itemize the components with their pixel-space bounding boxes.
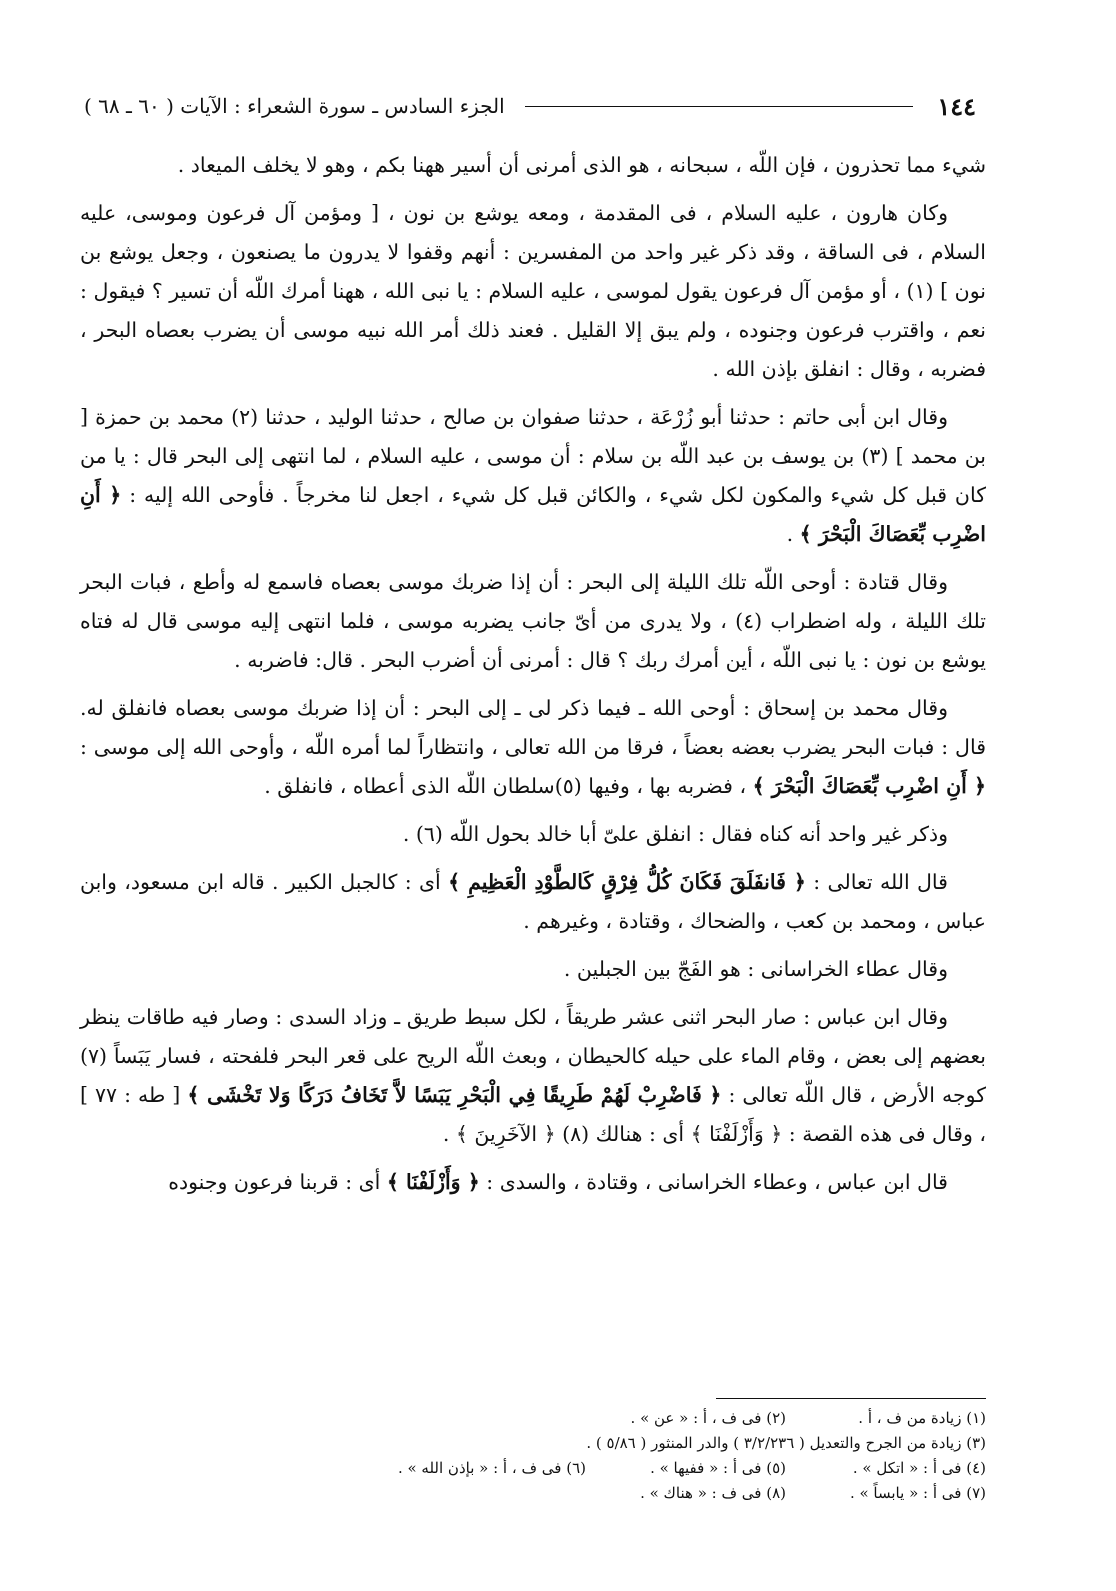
paragraph-1: شيء مما تحذرون ، فإن اللّه ، سبحانه ، هو الذى أمرنى أن أسير ههنا بكم ، وهو لا يخلف الميعاد .: [177, 153, 986, 177]
header-rule: [525, 106, 914, 107]
paragraph-4: وقال قتادة : أوحى اللّه تلك الليلة إلى البحر : أن إذا ضربك موسى بعصاه فاسمع له وأطع ، فبات البحر تلك الليلة ، وله اضطراب (٤) ، ولا يدرى من أىّ جانب يضربه موسى ، فلما انتهى إليه موسى قال له فتاه يوشع بن نون : يا نبى اللّه ، أين أمرك ربك ؟ قال : أمرنى أن أضرب البحر . قال: فاضربه .: [80, 570, 986, 672]
footnote-1: (١) زيادة من ف ، أ .: [858, 1409, 986, 1427]
paragraph-10: قال ابن عباس ، وعطاء الخراسانى ، وقتادة ، والسدى : ﴿ وَأَزْلَفْنَا ﴾ أى : قربنا فرعون وجنوده: [168, 1170, 948, 1194]
paragraph-9: وقال ابن عباس : صار البحر اثنى عشر طريقاً ، لكل سبط طريق ـ وزاد السدى : وصار فيه طاقات ينظر بعضهم إلى بعض ، وقام الماء على حيله كالحيطان ، وبعث اللّه الريح على قعر البحر فلفحته ، فسار يَبَساً (٧) كوجه الأرض ، قال اللّه تعالى : ﴿ فَاضْرِبْ لَهُمْ طَرِيقًا فِي الْبَحْرِ يَبَسًا لاَّ تَخَافُ دَرَكًا وَلا تَخْشَى ﴾ [ طه : ٧٧ ] ، وقال فى هذه القصة : ﴿ وَأَزْلَفْنَا ﴾ أى : هنالك (٨) ﴿ الآخَرِينَ ﴾ .: [80, 1005, 986, 1146]
paragraph-6: وذكر غير واحد أنه كناه فقال : انفلق علىّ أبا خالد بحول اللّه (٦) .: [402, 822, 948, 846]
footnote-5: (٥) فى أ : « ففيها » .: [650, 1459, 786, 1477]
footnote-7: (٧) فى أ : « يابساً » .: [849, 1484, 986, 1502]
running-header: [84, 86, 976, 126]
quran-verse: ﴿ وَأَزْلَفْنَا ﴾: [386, 1170, 480, 1194]
footnote-2: (٢) فى ف ، أ : « عن » .: [630, 1409, 786, 1427]
quran-verse: ﴿ أَنِ اضْرِب بِّعَصَاكَ الْبَحْرَ ﴾: [752, 774, 986, 798]
body-text: [80, 146, 986, 1211]
footnote-row: [80, 1481, 986, 1506]
header-title: الجزء السادس ـ سورة الشعراء : الآيات ( ٦٠ ـ ٦٨ ): [84, 94, 505, 118]
paragraph-2: وكان هارون ، عليه السلام ، فى المقدمة ، ومعه يوشع بن نون ، [ ومؤمن آل فرعون وموسى، عليه السلام ، فى الساقة ، وقد ذكر غير واحد من المفسرين : أنهم وقفوا لا يدرون ما يصنعون ، وجعل يوشع بن نون ] (١) ، أو مؤمن آل فرعون يقول لموسى ، عليه السلام : يا نبى الله ، ههنا أمرك اللّه أن تسير ؟ فيقول : نعم ، واقترب فرعون وجنوده ، ولم يبق إلا القليل . فعند ذلك أمر الله نبيه موسى أن يضرب بعصاه البحر ، فضربه ، وقال : انفلق بإذن الله .: [80, 201, 986, 381]
footnotes: [80, 1406, 986, 1506]
paragraph-3: وقال ابن أبى حاتم : حدثنا أبو زُرْعَة ، حدثنا صفوان بن صالح ، حدثنا الوليد ، حدثنا (٢) محمد بن حمزة [ بن محمد ] (٣) بن يوسف بن عبد اللّه بن سلام : أن موسى ، عليه السلام ، لما انتهى إلى البحر قال : يا من كان قبل كل شيء والمكون لكل شيء ، والكائن قبل كل شيء ، اجعل لنا مخرجاً . فأوحى الله إليه : ﴿ أَنِ اضْرِب بِّعَصَاكَ الْبَحْرَ ﴾ .: [80, 405, 987, 546]
footnote-row: [80, 1456, 986, 1481]
quran-verse: ﴿ فَاضْرِبْ لَهُمْ طَرِيقًا فِي الْبَحْرِ يَبَسًا لاَّ تَخَافُ دَرَكًا وَلا تَخْشَى ﴾: [187, 1083, 722, 1107]
page-number: ١٤٤: [937, 91, 976, 121]
footnote-4: (٤) فى أ : « اتكل » .: [852, 1459, 986, 1477]
footnote-3: (٣) زيادة من الجرح والتعديل ( ٣/٢/٢٣٦ ) والدر المنثور ( ٥/٨٦ ) .: [586, 1434, 986, 1452]
paragraph-5: وقال محمد بن إسحاق : أوحى الله ـ فيما ذكر لى ـ إلى البحر : أن إذا ضربك موسى بعصاه فانفلق له. قال : فبات البحر يضرب بعضه بعضاً ، فرقا من الله تعالى ، وانتظاراً لما أمره اللّه ، وأوحى الله إلى موسى : ﴿ أَنِ اضْرِب بِّعَصَاكَ الْبَحْرَ ﴾ ، فضربه بها ، وفيها (٥)سلطان اللّه الذى أعطاه ، فانفلق .: [80, 696, 986, 798]
paragraph-8: وقال عطاء الخراسانى : هو الفَجّ بين الجبلين .: [563, 957, 948, 981]
quran-verse: ﴿ أَنِ اضْرِب بِّعَصَاكَ الْبَحْرَ ﴾: [80, 483, 986, 546]
footnote-rule: [716, 1398, 986, 1399]
footnote-row: [80, 1431, 986, 1456]
paragraph-7: قال الله تعالى : ﴿ فَانفَلَقَ فَكَانَ كُلُّ فِرْقٍ كَالطَّوْدِ الْعَظِيمِ ﴾ أى : كالجبل الكبير . قاله ابن مسعود، وابن عباس ، ومحمد بن كعب ، والضحاك ، وقتادة ، وغيرهم .: [80, 870, 986, 933]
footnote-6: (٦) فى ف ، أ : « بإذن الله » .: [397, 1459, 586, 1477]
quran-verse: ﴿ فَانفَلَقَ فَكَانَ كُلُّ فِرْقٍ كَالطَّوْدِ الْعَظِيمِ ﴾: [448, 870, 806, 894]
footnote-row: [80, 1406, 986, 1431]
footnote-8: (٨) فى ف : « هناك » .: [640, 1484, 786, 1502]
